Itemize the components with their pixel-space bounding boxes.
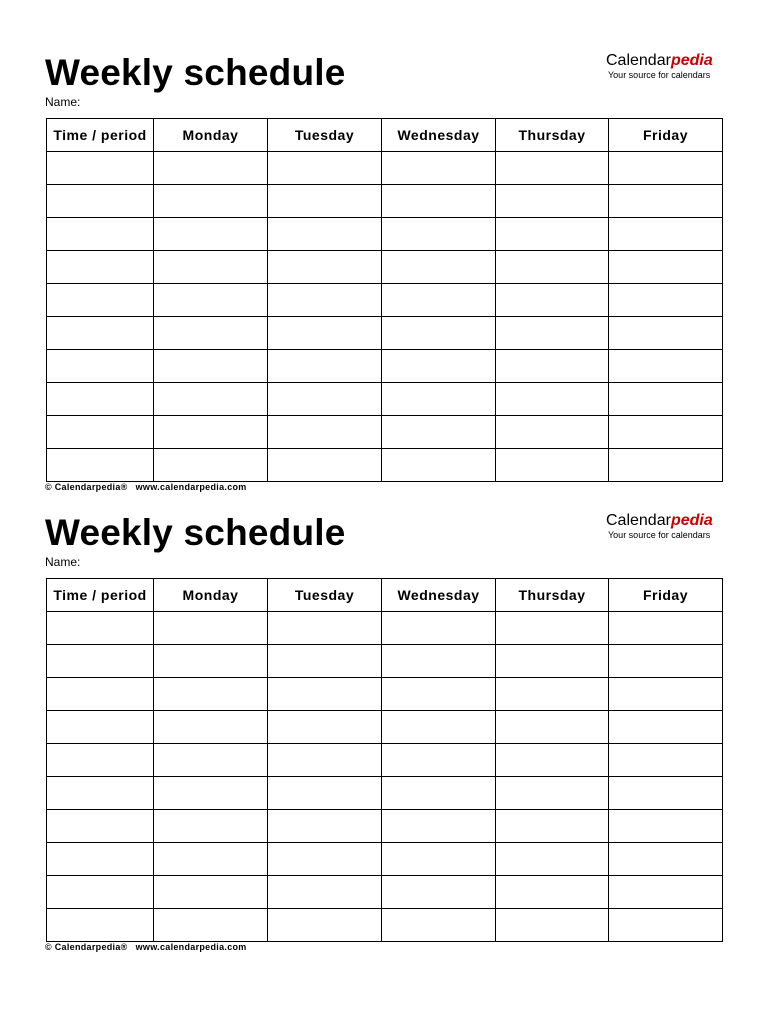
schedule-cell[interactable]	[609, 810, 723, 843]
schedule-cell[interactable]	[382, 416, 496, 449]
schedule-cell[interactable]	[382, 810, 496, 843]
column-header-thursday: Thursday	[496, 579, 609, 612]
schedule-table	[46, 118, 723, 482]
table-row	[47, 416, 723, 449]
schedule-cell[interactable]	[154, 876, 268, 909]
schedule-cell[interactable]	[154, 744, 268, 777]
footer-url[interactable]: www.calendarpedia.com	[135, 942, 247, 952]
schedule-cell[interactable]	[496, 350, 609, 383]
footer	[45, 942, 247, 952]
schedule-cell[interactable]	[154, 645, 268, 678]
table-row	[47, 678, 723, 711]
schedule-cell[interactable]	[496, 185, 609, 218]
schedule-cell[interactable]	[496, 810, 609, 843]
schedule-cell[interactable]	[382, 711, 496, 744]
time-period-cell[interactable]	[47, 284, 154, 317]
column-header-time: Time / period	[47, 119, 154, 152]
table-row	[47, 744, 723, 777]
schedule-cell[interactable]	[609, 744, 723, 777]
schedule-body	[47, 612, 723, 942]
footer-copyright: © Calendarpedia®	[45, 942, 128, 952]
time-period-cell[interactable]	[47, 152, 154, 185]
schedule-cell[interactable]	[154, 909, 268, 942]
schedule-cell[interactable]	[496, 383, 609, 416]
schedule-cell[interactable]	[496, 711, 609, 744]
column-header-time: Time / period	[47, 579, 154, 612]
column-header-wednesday: Wednesday	[382, 579, 496, 612]
logo-tagline: Your source for calendars	[608, 70, 711, 80]
schedule-cell[interactable]	[268, 416, 382, 449]
calendarpedia-logo	[606, 52, 736, 80]
schedule-cell[interactable]	[609, 317, 723, 350]
header-row	[47, 119, 723, 152]
logo-wordmark-accent: pedia	[670, 512, 713, 529]
calendarpedia-logo	[606, 512, 736, 540]
logo-wordmark-main: Calendar	[606, 52, 671, 69]
schedule-cell[interactable]	[268, 185, 382, 218]
column-header-thursday: Thursday	[496, 119, 609, 152]
schedule-cell[interactable]	[382, 876, 496, 909]
footer-url[interactable]: www.calendarpedia.com	[135, 482, 247, 492]
time-period-cell[interactable]	[47, 876, 154, 909]
time-period-cell[interactable]	[47, 810, 154, 843]
schedule-cell[interactable]	[268, 777, 382, 810]
schedule-cell[interactable]	[154, 383, 268, 416]
table-row	[47, 185, 723, 218]
table-row	[47, 152, 723, 185]
schedule-cell[interactable]	[496, 152, 609, 185]
schedule-cell[interactable]	[268, 711, 382, 744]
schedule-cell[interactable]	[496, 744, 609, 777]
column-header-wednesday: Wednesday	[382, 119, 496, 152]
schedule-table	[46, 578, 723, 942]
schedule-cell[interactable]	[609, 350, 723, 383]
time-period-cell[interactable]	[47, 185, 154, 218]
schedule-cell[interactable]	[496, 284, 609, 317]
schedule-cell[interactable]	[609, 711, 723, 744]
page-title: Weekly schedule	[45, 512, 346, 553]
schedule-cell[interactable]	[609, 612, 723, 645]
schedule-cell[interactable]	[268, 678, 382, 711]
schedule-cell[interactable]	[382, 284, 496, 317]
time-period-cell[interactable]	[47, 711, 154, 744]
schedule-cell[interactable]	[382, 645, 496, 678]
schedule-body	[47, 152, 723, 482]
table-row	[47, 612, 723, 645]
schedule-cell[interactable]	[609, 645, 723, 678]
schedule-cell[interactable]	[268, 909, 382, 942]
time-period-cell[interactable]	[47, 218, 154, 251]
schedule-cell[interactable]	[154, 711, 268, 744]
table-row	[47, 383, 723, 416]
schedule-cell[interactable]	[154, 612, 268, 645]
schedule-cell[interactable]	[268, 284, 382, 317]
schedule-cell[interactable]	[154, 284, 268, 317]
schedule-cell[interactable]	[268, 744, 382, 777]
schedule-cell[interactable]	[496, 876, 609, 909]
schedule-cell[interactable]	[496, 678, 609, 711]
table-row	[47, 317, 723, 350]
schedule-cell[interactable]	[268, 612, 382, 645]
logo-wordmark	[606, 52, 736, 70]
table-row	[47, 350, 723, 383]
schedule-cell[interactable]	[609, 152, 723, 185]
schedule-cell[interactable]	[382, 678, 496, 711]
schedule-cell[interactable]	[154, 416, 268, 449]
time-period-cell[interactable]	[47, 678, 154, 711]
schedule-cell[interactable]	[154, 810, 268, 843]
schedule-cell[interactable]	[154, 251, 268, 284]
column-header-tuesday: Tuesday	[268, 579, 382, 612]
column-header-monday: Monday	[154, 579, 268, 612]
table-row	[47, 843, 723, 876]
time-period-cell[interactable]	[47, 317, 154, 350]
schedule-cell[interactable]	[609, 284, 723, 317]
schedule-cell[interactable]	[609, 909, 723, 942]
footer-copyright: © Calendarpedia®	[45, 482, 128, 492]
column-header-tuesday: Tuesday	[268, 119, 382, 152]
column-header-friday: Friday	[609, 579, 723, 612]
time-period-cell[interactable]	[47, 909, 154, 942]
schedule-cell[interactable]	[382, 317, 496, 350]
table-row	[47, 218, 723, 251]
schedule-cell[interactable]	[382, 744, 496, 777]
schedule-cell[interactable]	[496, 317, 609, 350]
schedule-cell[interactable]	[268, 843, 382, 876]
schedule-cell[interactable]	[154, 843, 268, 876]
time-period-cell[interactable]	[47, 251, 154, 284]
schedule-cell[interactable]	[609, 218, 723, 251]
schedule-cell[interactable]	[609, 185, 723, 218]
schedule-cell[interactable]	[154, 152, 268, 185]
column-header-monday: Monday	[154, 119, 268, 152]
logo-wordmark-accent: pedia	[670, 52, 713, 69]
schedule-cell[interactable]	[382, 350, 496, 383]
schedule-cell[interactable]	[609, 678, 723, 711]
schedule-cell[interactable]	[496, 612, 609, 645]
logo-wordmark-main: Calendar	[606, 512, 671, 529]
schedule-cell[interactable]	[382, 218, 496, 251]
schedule-cell[interactable]	[382, 843, 496, 876]
schedule-cell[interactable]	[154, 777, 268, 810]
schedule-cell[interactable]	[268, 152, 382, 185]
schedule-cell[interactable]	[382, 185, 496, 218]
schedule-cell[interactable]	[268, 645, 382, 678]
time-period-cell[interactable]	[47, 612, 154, 645]
name-label: Name:	[45, 555, 81, 569]
schedule-cell[interactable]	[154, 678, 268, 711]
column-header-friday: Friday	[609, 119, 723, 152]
schedule-cell[interactable]	[496, 909, 609, 942]
schedule-cell[interactable]	[382, 251, 496, 284]
schedule-cell[interactable]	[496, 218, 609, 251]
table-row	[47, 251, 723, 284]
schedule-cell[interactable]	[496, 416, 609, 449]
schedule-cell[interactable]	[609, 416, 723, 449]
schedule-cell[interactable]	[154, 218, 268, 251]
schedule-cell[interactable]	[382, 383, 496, 416]
schedule-cell[interactable]	[154, 350, 268, 383]
weekly-schedule-2	[0, 460, 768, 952]
schedule-cell[interactable]	[609, 251, 723, 284]
schedule-cell[interactable]	[496, 843, 609, 876]
schedule-cell[interactable]	[268, 810, 382, 843]
schedule-cell[interactable]	[154, 317, 268, 350]
schedule-cell[interactable]	[268, 317, 382, 350]
schedule-cell[interactable]	[154, 185, 268, 218]
table-row	[47, 711, 723, 744]
schedule-cell[interactable]	[609, 876, 723, 909]
schedule-cell[interactable]	[268, 218, 382, 251]
schedule-cell[interactable]	[496, 777, 609, 810]
logo-wordmark	[606, 512, 736, 530]
schedule-cell[interactable]	[609, 843, 723, 876]
table-row	[47, 876, 723, 909]
page-title: Weekly schedule	[45, 52, 346, 93]
time-period-cell[interactable]	[47, 843, 154, 876]
table-row	[47, 777, 723, 810]
table-row	[47, 810, 723, 843]
schedule-cell[interactable]	[496, 251, 609, 284]
time-period-cell[interactable]	[47, 350, 154, 383]
schedule-cell[interactable]	[268, 350, 382, 383]
table-row	[47, 284, 723, 317]
table-row	[47, 645, 723, 678]
time-period-cell[interactable]	[47, 645, 154, 678]
schedule-cell[interactable]	[382, 909, 496, 942]
schedule-cell[interactable]	[496, 645, 609, 678]
time-period-cell[interactable]	[47, 777, 154, 810]
name-label: Name:	[45, 95, 81, 109]
time-period-cell[interactable]	[47, 383, 154, 416]
time-period-cell[interactable]	[47, 744, 154, 777]
header-row	[47, 579, 723, 612]
logo-tagline: Your source for calendars	[608, 530, 711, 540]
table-row	[47, 909, 723, 942]
schedule-cell[interactable]	[268, 251, 382, 284]
schedule-cell[interactable]	[268, 876, 382, 909]
schedule-cell[interactable]	[609, 383, 723, 416]
schedule-cell[interactable]	[382, 777, 496, 810]
schedule-cell[interactable]	[382, 612, 496, 645]
schedule-cell[interactable]	[268, 383, 382, 416]
schedule-cell[interactable]	[382, 152, 496, 185]
schedule-cell[interactable]	[609, 777, 723, 810]
weekly-schedule-1	[0, 0, 768, 492]
time-period-cell[interactable]	[47, 416, 154, 449]
